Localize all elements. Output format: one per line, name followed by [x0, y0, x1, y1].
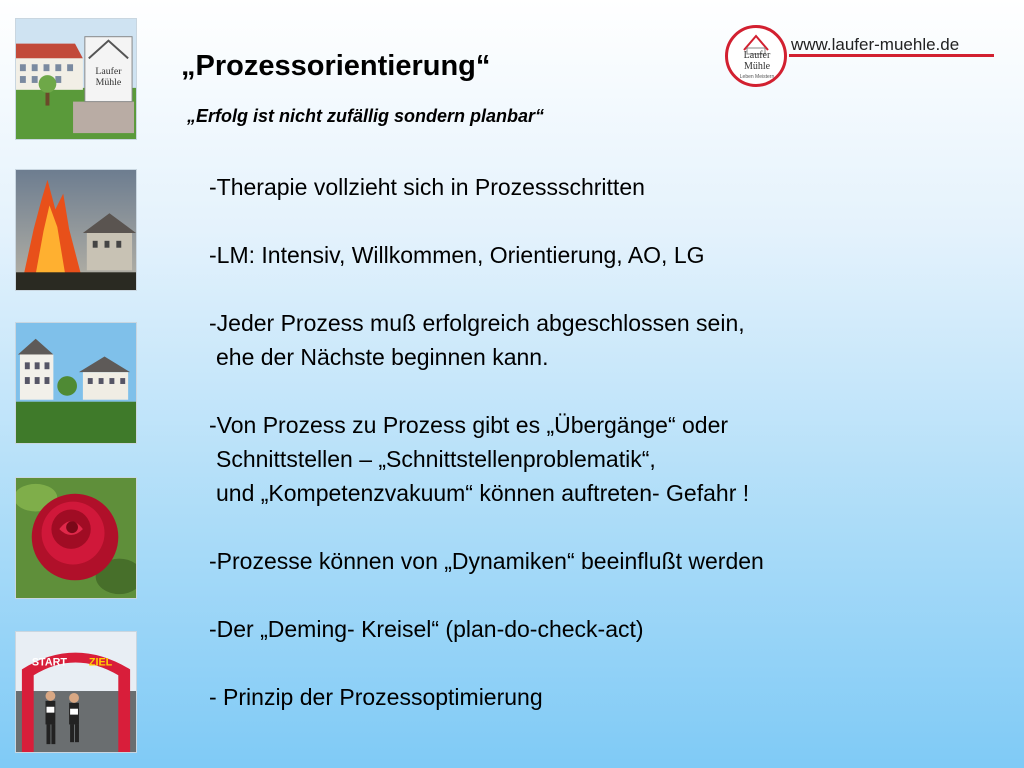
page-title: „Prozessorientierung“	[181, 50, 491, 82]
svg-text:Mühle: Mühle	[95, 76, 122, 88]
bullet-item: - Prinzip der Prozessoptimierung	[209, 684, 543, 710]
logo-divider	[789, 54, 994, 57]
bonfire-photo	[15, 169, 137, 291]
website-url: www.laufer-muehle.de	[791, 35, 960, 54]
logo-name-line1: Laufer	[743, 50, 771, 61]
svg-text:START: START	[31, 656, 68, 669]
laufer-muehle-logo	[722, 22, 994, 92]
bullet-item: -Von Prozess zu Prozess gibt es „Übergänge“ oder	[209, 412, 729, 438]
bullet-item: -Jeder Prozess muß erfolgreich abgeschlossen sein,	[209, 310, 745, 336]
bullet-item-continuation: Schnittstellen – „Schnittstellenproblematik“,	[216, 446, 656, 472]
svg-text:Laufer: Laufer	[95, 66, 122, 78]
bullet-item-continuation: ehe der Nächste beginnen kann.	[216, 344, 549, 370]
mill-buildings-photo	[15, 322, 137, 444]
svg-text:ZIEL: ZIEL	[88, 656, 113, 669]
bullet-item: -LM: Intensiv, Willkommen, Orientierung, AO, LG	[209, 242, 705, 268]
red-rose-photo	[15, 477, 137, 599]
bullet-item-continuation: und „Kompetenzvakuum“ können auftreten- Gefahr !	[216, 480, 750, 506]
logo-name-line2: Mühle	[743, 61, 771, 72]
bullet-item: -Der „Deming- Kreisel“ (plan-do-check-act)	[209, 616, 644, 642]
bullet-item: -Therapie vollzieht sich in Prozessschritten	[209, 174, 645, 200]
page-subtitle: „Erfolg ist nicht zufällig sondern planbar“	[187, 106, 545, 126]
logo-tagline: Leben Meistern	[739, 74, 775, 80]
marathon-finish-photo	[15, 631, 137, 753]
building-with-logo-sign-photo	[15, 18, 137, 140]
bullet-list	[209, 170, 764, 714]
bullet-item: -Prozesse können von „Dynamiken“ beeinflußt werden	[209, 548, 764, 574]
